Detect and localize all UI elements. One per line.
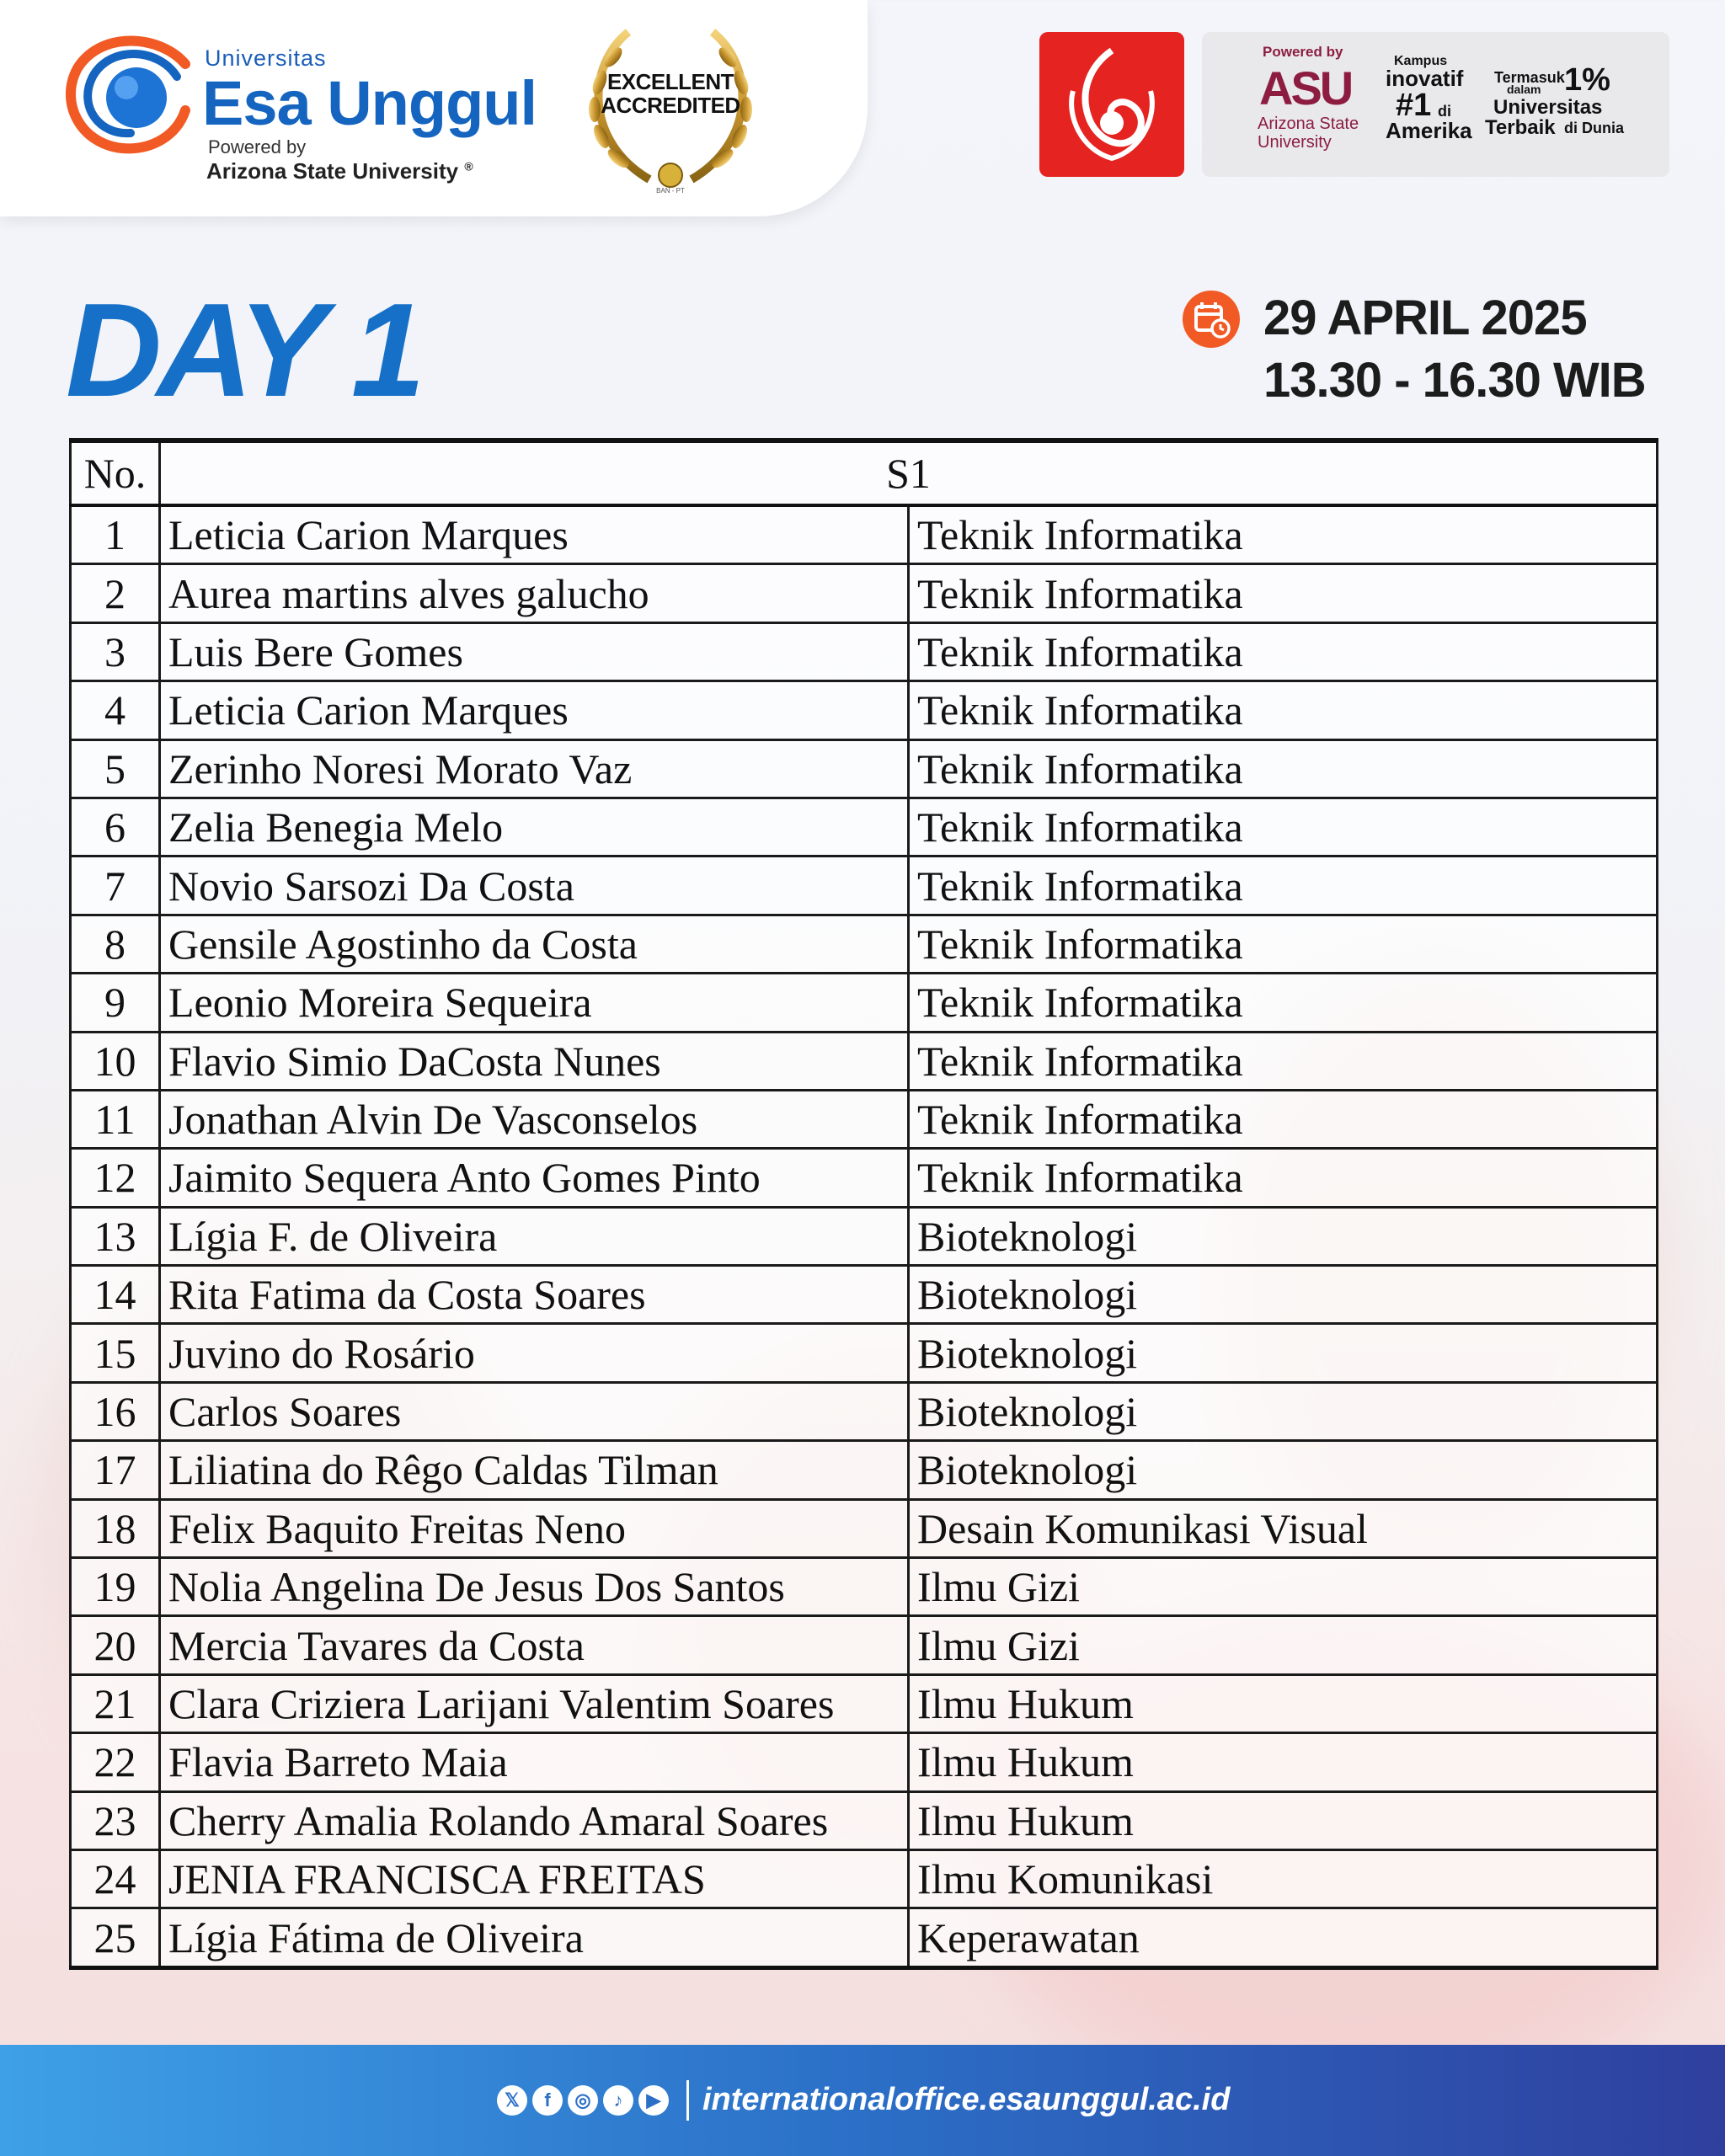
participant-name: Lígia Fátima de Oliveira — [160, 1908, 909, 1967]
participant-name: Lígia F. de Oliveira — [160, 1207, 909, 1265]
study-program: Keperawatan — [909, 1908, 1658, 1967]
study-program: Bioteknologi — [909, 1441, 1658, 1499]
study-program: Ilmu Komunikasi — [909, 1849, 1658, 1908]
x-icon[interactable]: 𝕏 — [497, 2085, 527, 2116]
footer-url-link[interactable]: internationaloffice.esaunggul.ac.id — [702, 2082, 1231, 2117]
phoenix-icon — [1039, 32, 1184, 177]
participant-name: JENIA FRANCISCA FREITAS — [160, 1849, 909, 1908]
amerika-label: Amerika — [1386, 118, 1472, 143]
accreditation-label: EXCELLENT ACCREDITED — [601, 69, 740, 118]
participant-name: Liliatina do Rêgo Caldas Tilman — [160, 1441, 909, 1499]
table-row — [71, 1324, 1658, 1382]
participant-name: Leticia Carion Marques — [160, 681, 909, 739]
header-s1: S1 — [160, 440, 1658, 505]
universitas-label: Universitas — [1493, 96, 1603, 119]
table-row — [71, 1849, 1658, 1908]
table-row — [71, 1207, 1658, 1265]
percent-label: 1% — [1564, 62, 1610, 98]
table-row — [71, 857, 1658, 915]
university-label: Universitas — [205, 45, 327, 71]
university-name: Esa Unggul — [202, 68, 537, 138]
table-row — [71, 1499, 1658, 1557]
row-number: 7 — [71, 857, 160, 915]
asu-name-line2: University — [1258, 133, 1332, 152]
participant-name: Juvino do Rosário — [160, 1324, 909, 1382]
footer-divider — [686, 2080, 689, 2121]
asu-logo: ASU — [1259, 61, 1352, 115]
asu-badge — [1202, 32, 1669, 177]
participant-name: Cherry Amalia Rolando Amaral Soares — [160, 1791, 909, 1849]
row-number: 3 — [71, 622, 160, 680]
row-number: 25 — [71, 1908, 160, 1967]
youtube-icon[interactable]: ▶ — [638, 2085, 669, 2116]
table-row — [71, 1149, 1658, 1207]
day-title: DAY 1 — [66, 276, 420, 424]
study-program: Teknik Informatika — [909, 1149, 1658, 1207]
ban-pt-label: BAN - PT — [656, 187, 685, 195]
powered-by-label: Powered by — [208, 136, 307, 157]
study-program: Bioteknologi — [909, 1207, 1658, 1265]
table-row — [71, 1791, 1658, 1849]
table-row — [71, 1733, 1658, 1791]
row-number: 15 — [71, 1324, 160, 1382]
table-row — [71, 1266, 1658, 1324]
row-number: 1 — [71, 505, 160, 564]
row-number: 23 — [71, 1791, 160, 1849]
row-number: 6 — [71, 798, 160, 856]
study-program: Teknik Informatika — [909, 739, 1658, 798]
partner-name: Arizona State University ® — [206, 158, 473, 184]
table-row — [71, 1441, 1658, 1499]
study-program: Teknik Informatika — [909, 681, 1658, 739]
participant-name: Nolia Angelina De Jesus Dos Santos — [160, 1558, 909, 1616]
asu-name-line1: Arizona State — [1258, 115, 1359, 133]
table-row — [71, 1382, 1658, 1440]
row-number: 9 — [71, 974, 160, 1032]
participant-name: Leonio Moreira Sequeira — [160, 974, 909, 1032]
study-program: Ilmu Gizi — [909, 1616, 1658, 1674]
table-row — [71, 798, 1658, 856]
row-number: 22 — [71, 1733, 160, 1791]
event-date: 29 APRIL 2025 — [1263, 291, 1587, 345]
table-row — [71, 681, 1658, 739]
participant-name: Clara Criziera Larijani Valentim Soares — [160, 1674, 909, 1732]
table-row — [71, 505, 1658, 564]
table-row — [71, 974, 1658, 1032]
row-number: 16 — [71, 1382, 160, 1440]
participant-name: Luis Bere Gomes — [160, 622, 909, 680]
table-row — [71, 564, 1658, 622]
row-number: 18 — [71, 1499, 160, 1557]
table-row — [71, 1674, 1658, 1732]
table-row — [71, 1616, 1658, 1674]
row-number: 20 — [71, 1616, 160, 1674]
row-number: 12 — [71, 1149, 160, 1207]
participant-name: Felix Baquito Freitas Neno — [160, 1499, 909, 1557]
participant-name: Jonathan Alvin De Vasconselos — [160, 1090, 909, 1148]
table-body — [71, 505, 1658, 1967]
row-number: 10 — [71, 1032, 160, 1090]
row-number: 11 — [71, 1090, 160, 1148]
facebook-icon[interactable]: f — [532, 2085, 563, 2116]
table-row — [71, 622, 1658, 680]
esa-unggul-logo-icon — [59, 30, 194, 157]
participant-name: Flavia Barreto Maia — [160, 1733, 909, 1791]
study-program: Desain Komunikasi Visual — [909, 1499, 1658, 1557]
participant-name: Zerinho Noresi Morato Vaz — [160, 739, 909, 798]
participant-table — [69, 438, 1658, 1970]
table-header-row — [71, 440, 1658, 505]
table-row — [71, 1090, 1658, 1148]
asu-powered-by: Powered by — [1263, 44, 1343, 60]
event-time: 13.30 - 16.30 WIB — [1263, 353, 1646, 408]
participant-name: Rita Fatima da Costa Soares — [160, 1266, 909, 1324]
study-program: Bioteknologi — [909, 1266, 1658, 1324]
participant-name: Leticia Carion Marques — [160, 505, 909, 564]
participant-name: Novio Sarsozi Da Costa — [160, 857, 909, 915]
study-program: Teknik Informatika — [909, 798, 1658, 856]
participant-name: Gensile Agostinho da Costa — [160, 915, 909, 973]
participant-name: Flavio Simio DaCosta Nunes — [160, 1032, 909, 1090]
inovatif-label: inovatif — [1386, 66, 1464, 91]
study-program: Ilmu Hukum — [909, 1674, 1658, 1732]
di-label: di — [1438, 103, 1451, 120]
row-number: 19 — [71, 1558, 160, 1616]
calendar-clock-icon — [1182, 290, 1241, 349]
terbaik-label: Terbaik — [1485, 116, 1556, 139]
study-program: Teknik Informatika — [909, 622, 1658, 680]
study-program: Teknik Informatika — [909, 974, 1658, 1032]
row-number: 17 — [71, 1441, 160, 1499]
study-program: Teknik Informatika — [909, 1032, 1658, 1090]
tiktok-icon[interactable]: ♪ — [603, 2085, 633, 2116]
study-program: Bioteknologi — [909, 1382, 1658, 1440]
phoenix-logo — [1039, 32, 1184, 177]
study-program: Ilmu Gizi — [909, 1558, 1658, 1616]
participant-name: Aurea martins alves galucho — [160, 564, 909, 622]
study-program: Teknik Informatika — [909, 915, 1658, 973]
rank-label: #1 — [1396, 88, 1432, 123]
study-program: Teknik Informatika — [909, 564, 1658, 622]
dalam-label: dalam — [1507, 83, 1541, 96]
instagram-icon[interactable]: ◎ — [568, 2085, 598, 2116]
row-number: 13 — [71, 1207, 160, 1265]
study-program: Teknik Informatika — [909, 505, 1658, 564]
row-number: 2 — [71, 564, 160, 622]
termasuk-label: Termasuk — [1494, 69, 1565, 86]
row-number: 8 — [71, 915, 160, 973]
header-no: No. — [71, 440, 160, 505]
table-row — [71, 739, 1658, 798]
study-program: Ilmu Hukum — [909, 1791, 1658, 1849]
row-number: 4 — [71, 681, 160, 739]
di-dunia-label: di Dunia — [1564, 120, 1624, 136]
study-program: Teknik Informatika — [909, 1090, 1658, 1148]
participant-name: Carlos Soares — [160, 1382, 909, 1440]
kampus-label: Kampus — [1394, 54, 1448, 68]
row-number: 21 — [71, 1674, 160, 1732]
table-row — [71, 1558, 1658, 1616]
study-program: Ilmu Hukum — [909, 1733, 1658, 1791]
study-program: Bioteknologi — [909, 1324, 1658, 1382]
table-row — [71, 915, 1658, 973]
row-number: 14 — [71, 1266, 160, 1324]
row-number: 5 — [71, 739, 160, 798]
table-row — [71, 1908, 1658, 1967]
table-row — [71, 1032, 1658, 1090]
participant-name: Mercia Tavares da Costa — [160, 1616, 909, 1674]
participant-name: Jaimito Sequera Anto Gomes Pinto — [160, 1149, 909, 1207]
study-program: Teknik Informatika — [909, 857, 1658, 915]
row-number: 24 — [71, 1849, 160, 1908]
participant-name: Zelia Benegia Melo — [160, 798, 909, 856]
